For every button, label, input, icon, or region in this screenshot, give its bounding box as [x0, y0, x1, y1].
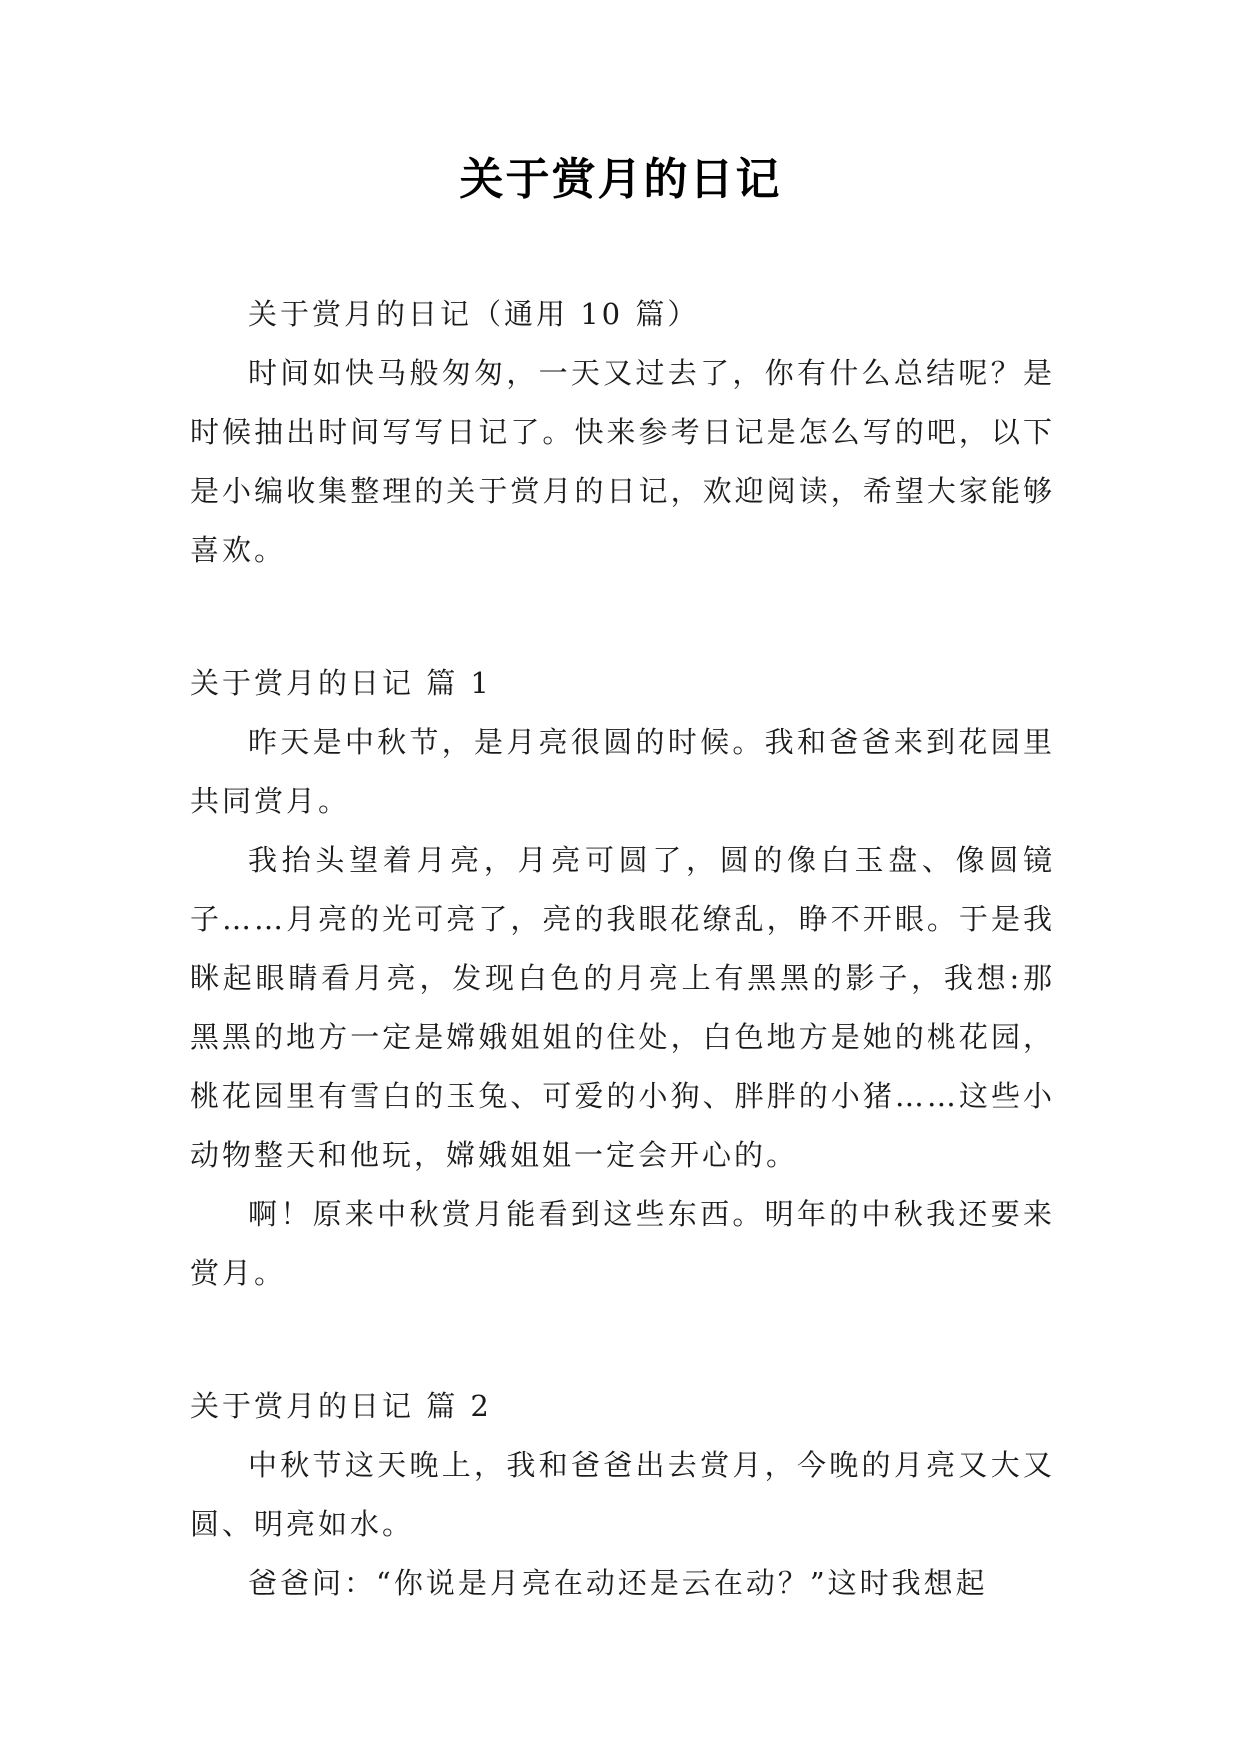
section-spacer — [190, 1303, 1055, 1377]
document-subtitle: 关于赏月的日记（通用 10 篇） — [248, 297, 700, 331]
section-2-paragraph-2: 爸爸问：“你说是月亮在动还是云在动？”这时我想起 — [248, 1566, 988, 1600]
intro-paragraph: 时间如快马般匆匆，一天又过去了，你有什么总结呢？是时候抽出时间写写日记了。快来参考日记是怎么写的吧，以下是小编收集整理的关于赏月的日记，欢迎阅读，希望大家能够喜欢。 — [190, 356, 1055, 567]
section-1-paragraph-3: 啊！原来中秋赏月能看到这些东西。明年的中秋我还要来赏月。 — [190, 1197, 1055, 1290]
section-2-heading: 关于赏月的日记 篇 2 — [190, 1389, 492, 1423]
section-1-paragraph-2: 我抬头望着月亮，月亮可圆了，圆的像白玉盘、像圆镜子……月亮的光可亮了，亮的我眼花缭乱，睁不开眼。于是我眯起眼睛看月亮，发现白色的月亮上有黑黑的影子，我想:那黑黑的地方一定是嫦娥姐姐的住处，白色地方是她的桃花园，桃花园里有雪白的玉兔、可爱的小狗、胖胖的小猪……这些小动物整天和他玩，嫦娥姐姐一定会开心的。 — [190, 843, 1055, 1172]
section-1-heading: 关于赏月的日记 篇 1 — [190, 666, 492, 700]
section-1-paragraph-1: 昨天是中秋节，是月亮很圆的时候。我和爸爸来到花园里共同赏月。 — [190, 725, 1055, 818]
section-spacer — [190, 580, 1055, 654]
document-title: 关于赏月的日记 — [459, 154, 782, 205]
document-body — [190, 285, 1055, 1613]
section-2-paragraph-1: 中秋节这天晚上，我和爸爸出去赏月，今晚的月亮又大又圆、明亮如水。 — [190, 1448, 1055, 1541]
